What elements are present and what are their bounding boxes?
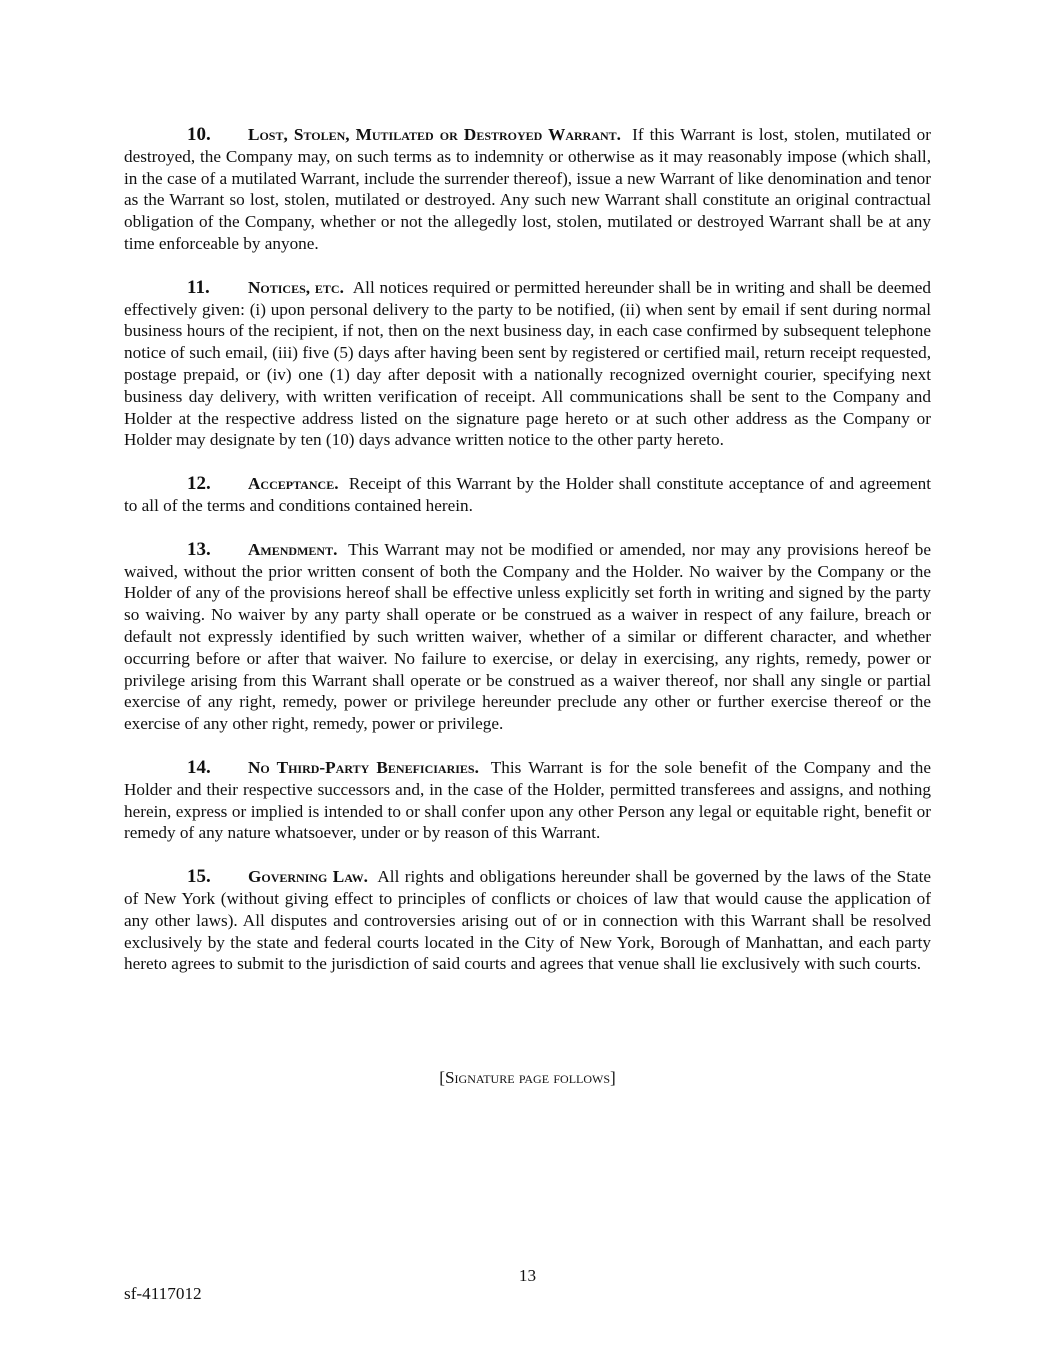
section-title: Acceptance. bbox=[248, 474, 339, 494]
section-14 bbox=[124, 757, 931, 844]
section-title: Governing Law. bbox=[248, 867, 368, 887]
signature-page-note bbox=[0, 1068, 1055, 1088]
section-number: 11. bbox=[187, 276, 210, 298]
section-title: Lost, Stolen, Mutilated or Destroyed Warrant. bbox=[248, 125, 621, 144]
section-body: All notices required or permitted hereunder shall be in writing and shall be deemed effectively given: (i) upon personal delivery to the party to be notified, (ii) when sent by email if sent during normal business hours of the recipient, if not, then on the next business day, in each case confirmed by subsequent telephone notice of such email, (iii) five (5) days after having been sent by registered or certified mail, return receipt requested, postage prepaid, or (iv) one (1) day after deposit with a nationally recognized overnight courier, specifying next business day delivery, with written verification of receipt. All communications shall be sent to the Company and Holder at the respective address listed on the signature page hereto or at such other address as the Company or Holder may designate by ten (10) days advance written notice to the other party hereto. bbox=[124, 277, 931, 450]
signature-note-text: Signature page follows bbox=[444, 1068, 611, 1087]
close-bracket: ] bbox=[610, 1068, 616, 1087]
section-title: Notices, etc. bbox=[248, 277, 344, 297]
document-id: sf-4117012 bbox=[124, 1284, 202, 1303]
section-13 bbox=[124, 539, 931, 735]
section-10 bbox=[124, 124, 931, 255]
page-number: 13 bbox=[518, 1266, 537, 1285]
section-number: 15. bbox=[187, 866, 211, 888]
section-number: 12. bbox=[187, 473, 211, 495]
document-body bbox=[124, 124, 931, 997]
section-number: 14. bbox=[187, 756, 211, 778]
section-body: This Warrant may not be modified or amended, nor may any provisions hereof be waived, without the prior written consent of both the Company and the Holder. No waiver by the Company or the Holder of any of the provisions hereof shall be effective unless explicitly set forth in writing and signed by the party so waiving. No waiver by any party shall operate or be construed as a waiver in respect of any failure, breach or default not expressly identified by such written waiver, whether of a similar or different character, and whether occurring before or after that waiver. No failure to exercise, or delay in exercising, any rights, remedy, power or privilege arising from this Warrant shall operate or be construed as a waiver thereof, nor shall any single or partial exercise of any right, remedy, power or privilege hereunder preclude any other or further exercise thereof or the exercise of any other right, remedy, power or privilege. bbox=[124, 539, 931, 734]
section-body: Receipt of this Warrant by the Holder shall constitute acceptance of and agreement to all of the terms and conditions contained herein. bbox=[124, 474, 931, 515]
section-title: No Third-Party Beneficiaries. bbox=[248, 757, 479, 777]
section-title: Amendment. bbox=[248, 539, 338, 559]
section-body: This Warrant is for the sole benefit of the Company and the Holder and their respective successors and, in the case of the Holder, permitted transferees and assigns, and nothing herein, express or implied is intended to or shall confer upon any other Person any legal or equitable right, benefit or remedy of any nature whatsoever, under or by reason of this Warrant. bbox=[124, 757, 931, 843]
open-bracket: [ bbox=[439, 1068, 445, 1087]
section-body: All rights and obligations hereunder shall be governed by the laws of the State of New York (without giving effect to principles of conflicts or choices of law that would cause the application of any other laws). All disputes and controversies arising out of or in connection with this Warrant shall be resolved exclusively by the state and federal courts located in the City of New York, Borough of Manhattan, and each party hereto agrees to submit to the jurisdiction of said courts and agrees that venue shall lie exclusively with such courts. bbox=[124, 867, 931, 974]
section-number: 13. bbox=[187, 538, 211, 560]
section-15 bbox=[124, 866, 931, 975]
section-number: 10. bbox=[187, 124, 211, 145]
section-body: If this Warrant is lost, stolen, mutilated or destroyed, the Company may, on such terms as to indemnity or otherwise as it may reasonably impose (which shall, in the case of a mutilated Warrant, include the surrender thereof), issue a new Warrant of like denomination and tenor as the Warrant so lost, stolen, mutilated or destroyed. Any such new Warrant shall constitute an original contractual obligation of the Company, whether or not the allegedly lost, stolen, mutilated or destroyed Warrant shall be at any time enforceable by anyone. bbox=[124, 125, 931, 253]
section-11 bbox=[124, 277, 931, 451]
section-12 bbox=[124, 473, 931, 517]
